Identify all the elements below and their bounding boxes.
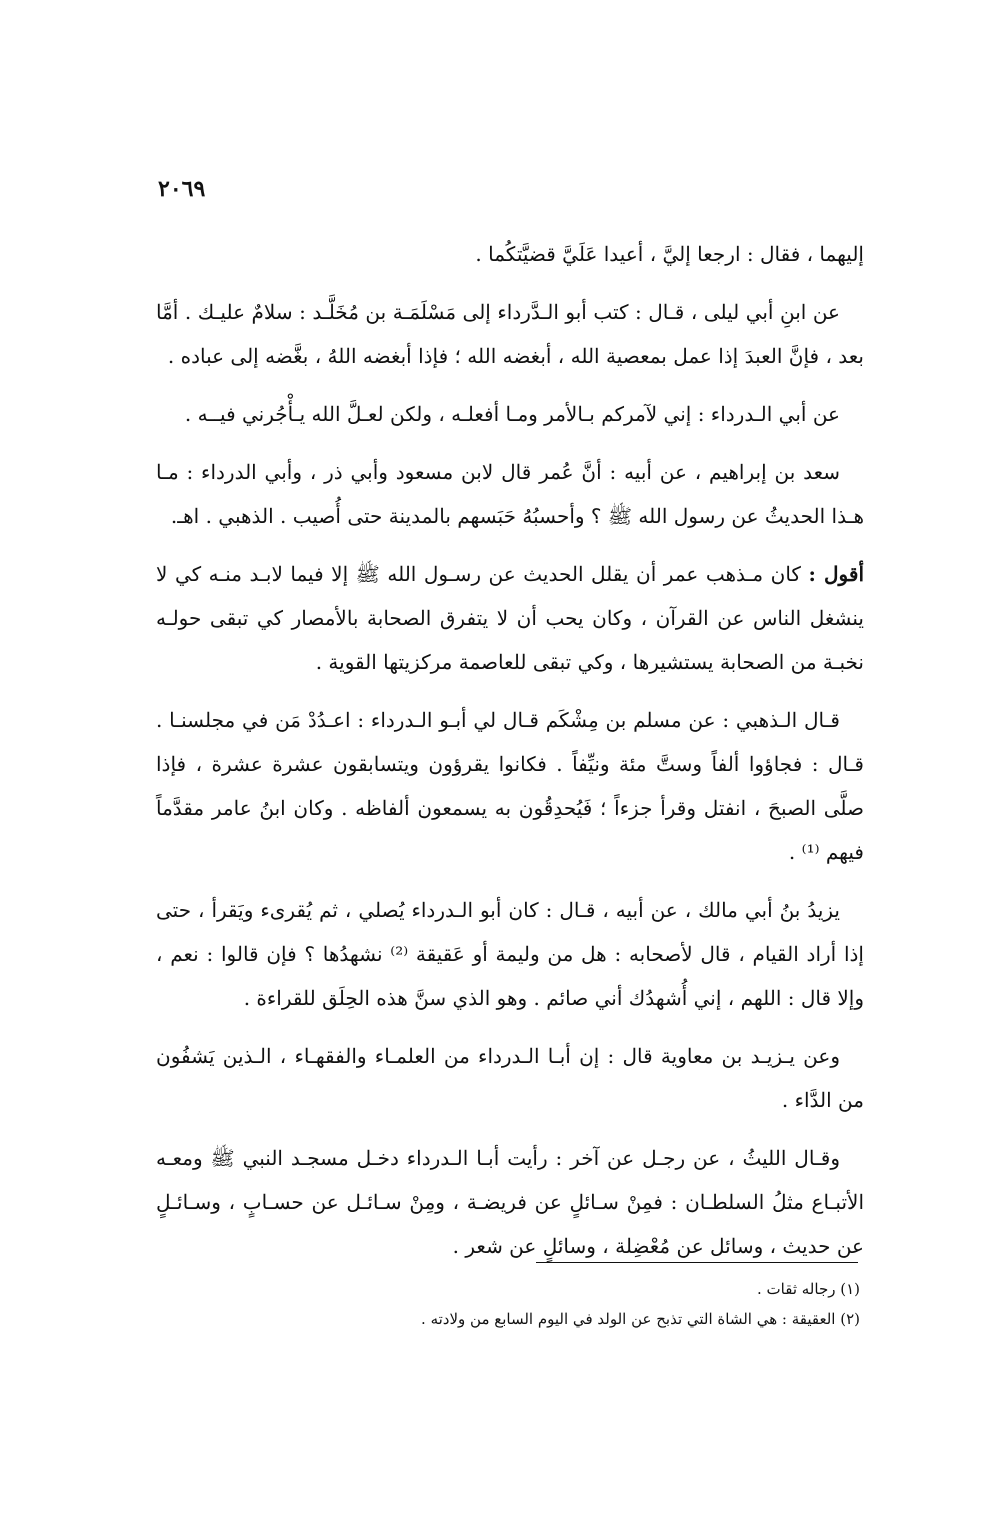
footnote: (٢) العقيقة : هي الشاة التي تذبح عن الولد في اليوم السابع من ولادته . — [421, 1310, 860, 1328]
footnotes — [300, 1274, 860, 1334]
paragraph: وقـال الليثُ ، عن رجـل عن آخر : رأيت أبـا الـدرداء دخـل مسجـد النبي ﷺ ومعـه الأتبـاع مثلُ السلطـان : فمِنْ سـائلٍ عن فريضـة ، ومِنْ سـائـل عن حسـابٍ ، وسـائـلٍ عن حديث ، وسائل عن مُعْضِلة ، وسائلٍ عن شعر . — [156, 1146, 865, 1258]
main-text — [156, 232, 864, 1282]
paragraph-body: كان مـذهب عمر أن يقلل الحديث عن رسـول الله ﷺ إلا فيما لابـد منـه كي لا ينشغل الناس عن القرآن ، وكان يحب أن لا يتفرق الصحابة بالأمصار كي تبقى حولـه نخبـة من الصحابة يستشيرها ، وكي تبقى للعاصمة مركزيتها القوية . — [156, 562, 864, 674]
paragraph: وعن يـزيـد بن معاوية قال : إن أبـا الـدرداء من العلمـاء والفقهـاء ، الـذين يَشفُون من الدَّاء . — [156, 1044, 864, 1112]
footnote-divider — [536, 1262, 858, 1263]
paragraph-lead: أقول : — [808, 562, 865, 586]
footnote: (١) رجاله ثقات . — [757, 1280, 860, 1298]
paragraph: قـال الـذهبي : عن مسلم بن مِشْكَم قـال لي أبـو الـدرداء : اعـدُدْ مَن في مجلسنـا . قـال : فجاؤوا ألفاً وستَّ مئة ونيِّفاً . فكانوا يقرؤون ويتسابقون عشرة عشرة ، فإذا صلَّى الصبحَ ، انفتل وقرأ جزءاً ؛ فَيُحدِقُون به يسمعون ألفاظه . وكان ابنُ عامر مقدَّماً فيهم ⁽¹⁾ . — [156, 708, 864, 864]
paragraph — [156, 552, 864, 684]
page-number: ٢٠٦٩ — [158, 176, 206, 202]
paragraph: إليهما ، فقال : ارجعا إليَّ ، أعيدا عَلَيَّ قضيَّتكُما . — [475, 242, 864, 266]
paragraph: عن ابنِ أبي ليلى ، قـال : كتب أبو الـدَّرداء إلى مَسْلَمَـة بن مُخَلَّـد : سلامٌ عليـك . أمَّا بعد ، فإنَّ العبدَ إذا عمل بمعصية الله ، أبغضه الله ؛ فإذا أبغضه اللهُ ، بغَّضه إلى عباده . — [156, 300, 864, 368]
paragraph: عن أبي الـدرداء : إني لآمركم بـالأمر ومـا أفعلـه ، ولكن لعـلَّ الله يـأْجُرني فيــه . — [184, 402, 840, 426]
paragraph: سعد بن إبراهيم ، عن أبيه : أنَّ عُمر قال لابن مسعود وأبي ذر ، وأبي الدرداء : مـا هـذا الحديثُ عن رسول الله ﷺ ؟ وأحسبُهُ حَبَسهم بالمدينة حتى أُصيب . الذهبي . اهـ. — [156, 460, 864, 528]
paragraph: يزيدُ بنُ أبي مالك ، عن أبيه ، قـال : كان أبو الـدرداء يُصلي ، ثم يُقرىء ويَقرأ ، حتى إذا أراد القيام ، قال لأصحابه : هل من وليمة أو عَقيقة ⁽²⁾ نشهدُها ؟ فإن قالوا : نعم ، وإلا قال : اللهم ، إني أُشهدُك أني صائم . وهو الذي سنَّ هذه الحِلَق للقراءة . — [156, 898, 864, 1010]
